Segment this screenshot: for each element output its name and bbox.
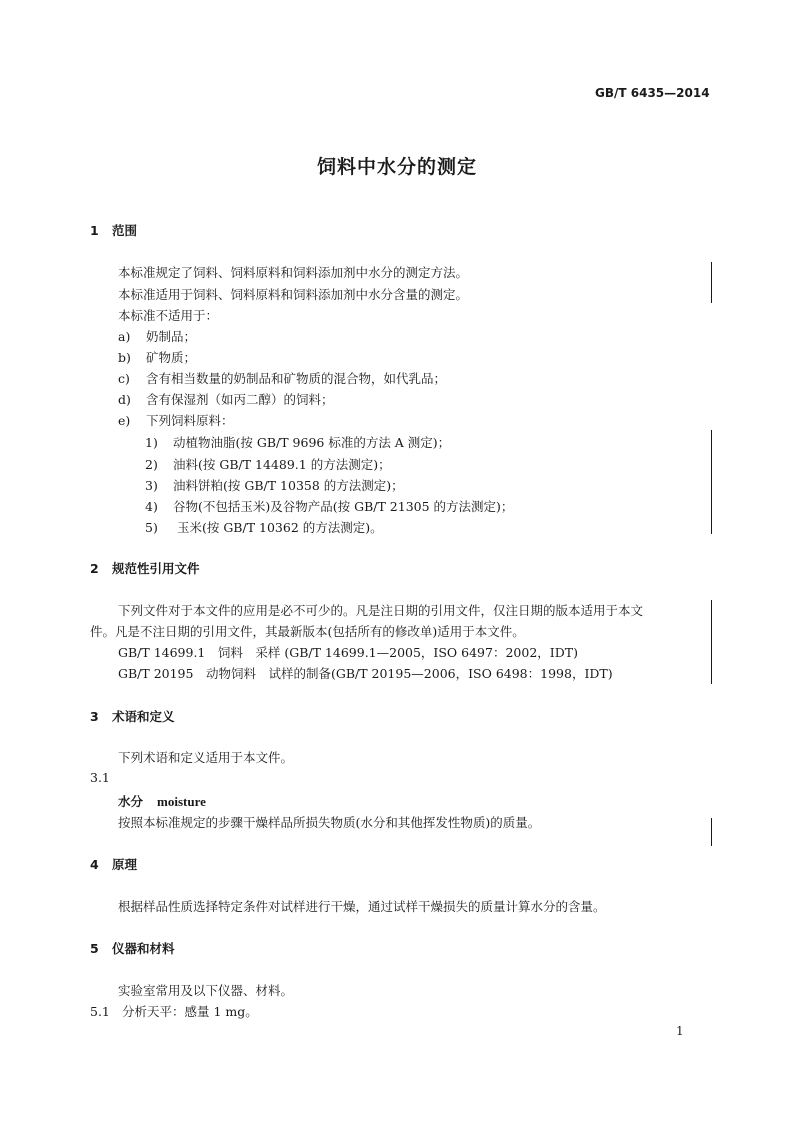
term-definition: 按照本标准规定的步骤干燥样品所损失物质(水分和其他挥发性物质)的质量。	[118, 815, 541, 830]
list-label: a)	[118, 329, 131, 344]
item-number: 5.1	[90, 1004, 110, 1019]
list-item	[118, 411, 234, 429]
list-text: 下列饲料原料：	[146, 413, 234, 428]
section-title: 规范性引用文件	[112, 561, 200, 576]
list-text: 谷物(不包括玉米)及谷物产品(按 GB/T 21305 的方法测定)；	[173, 499, 514, 514]
list-item	[118, 390, 334, 408]
list-text: 油料饼粕(按 GB/T 10358 的方法测定)；	[173, 478, 404, 493]
list-text: 含有相当数量的奶制品和矿物质的混合物，如代乳品；	[146, 371, 447, 386]
document-title: 饲料中水分的测定	[316, 156, 477, 178]
page-number: 1	[676, 1024, 684, 1038]
term-number: 3.1	[90, 770, 110, 785]
sub-list-item	[145, 455, 391, 473]
section-1-heading	[90, 221, 137, 239]
list-text: 矿物质；	[146, 350, 197, 365]
reference-2: GB/T 20195 动物饲料 试样的制备(GB/T 20195—2006，ISO 6498：1998，IDT)	[118, 666, 613, 681]
revision-change-bar	[711, 262, 712, 303]
scope-paragraph-2: 本标准适用于饲料、饲料原料和饲料添加剂中水分含量的测定。	[118, 287, 469, 302]
standard-code: GB/T 6435—2014	[595, 86, 710, 100]
list-text: 动植物油脂(按 GB/T 9696 标准的方法 A 测定)；	[173, 435, 451, 450]
section-4-heading	[90, 855, 137, 873]
normative-paragraph-line-2: 件。凡是不注日期的引用文件，其最新版本(包括所有的修改单)适用于本文件。	[90, 624, 525, 639]
section-number: 2	[90, 561, 99, 576]
list-label: d)	[118, 392, 131, 407]
revision-change-bar	[711, 818, 712, 846]
term-chinese: 水分	[118, 794, 144, 809]
section-title: 仪器和材料	[112, 941, 175, 956]
sub-list-item	[145, 433, 450, 451]
section-5-heading	[90, 939, 175, 957]
list-item	[118, 348, 196, 366]
item-text: 分析天平：感量 1 mg。	[122, 1004, 258, 1019]
list-label: 1)	[145, 435, 158, 450]
list-item	[118, 327, 196, 345]
list-label: 3)	[145, 478, 158, 493]
sub-list-item	[145, 476, 404, 494]
list-text: 油料(按 GB/T 14489.1 的方法测定)；	[173, 457, 391, 472]
list-label: c)	[118, 371, 130, 386]
list-text: 奶制品；	[146, 329, 197, 344]
principle-paragraph: 根据样品性质选择特定条件对试样进行干燥，通过试样干燥损失的质量计算水分的含量。	[118, 899, 606, 914]
section-3-heading	[90, 707, 175, 725]
list-label: 2)	[145, 457, 158, 472]
scope-paragraph-3: 本标准不适用于：	[118, 308, 219, 323]
section-number: 4	[90, 857, 99, 872]
apparatus-item	[90, 1002, 258, 1020]
list-text: 含有保湿剂（如丙二醇）的饲料；	[146, 392, 334, 407]
section-number: 1	[90, 223, 99, 238]
reference-1: GB/T 14699.1 饲料 采样 (GB/T 14699.1—2005，ISO 6497：2002，IDT)	[118, 645, 578, 660]
section-title: 术语和定义	[112, 709, 175, 724]
list-text: 玉米(按 GB/T 10362 的方法测定)。	[173, 520, 383, 535]
list-item	[118, 369, 446, 387]
revision-change-bar	[711, 600, 712, 684]
revision-change-bar	[711, 430, 712, 534]
scope-paragraph-1: 本标准规定了饲料、饲料原料和饲料添加剂中水分的测定方法。	[118, 265, 469, 280]
section-number: 3	[90, 709, 99, 724]
section-number: 5	[90, 941, 99, 956]
list-label: 5)	[145, 520, 158, 535]
term-english: moisture	[157, 794, 206, 809]
section-title: 范围	[112, 223, 138, 238]
sub-list-item	[145, 518, 383, 536]
list-label: b)	[118, 350, 131, 365]
section-title: 原理	[112, 857, 138, 872]
sub-list-item	[145, 497, 513, 515]
terms-intro: 下列术语和定义适用于本文件。	[118, 750, 294, 765]
normative-paragraph-line-1: 下列文件对于本文件的应用是必不可少的。凡是注日期的引用文件，仅注日期的版本适用于本文	[118, 603, 644, 618]
section-2-heading	[90, 559, 200, 577]
apparatus-intro: 实验室常用及以下仪器、材料。	[118, 983, 294, 998]
term-entry	[118, 792, 206, 810]
list-label: e)	[118, 413, 131, 428]
list-label: 4)	[145, 499, 158, 514]
